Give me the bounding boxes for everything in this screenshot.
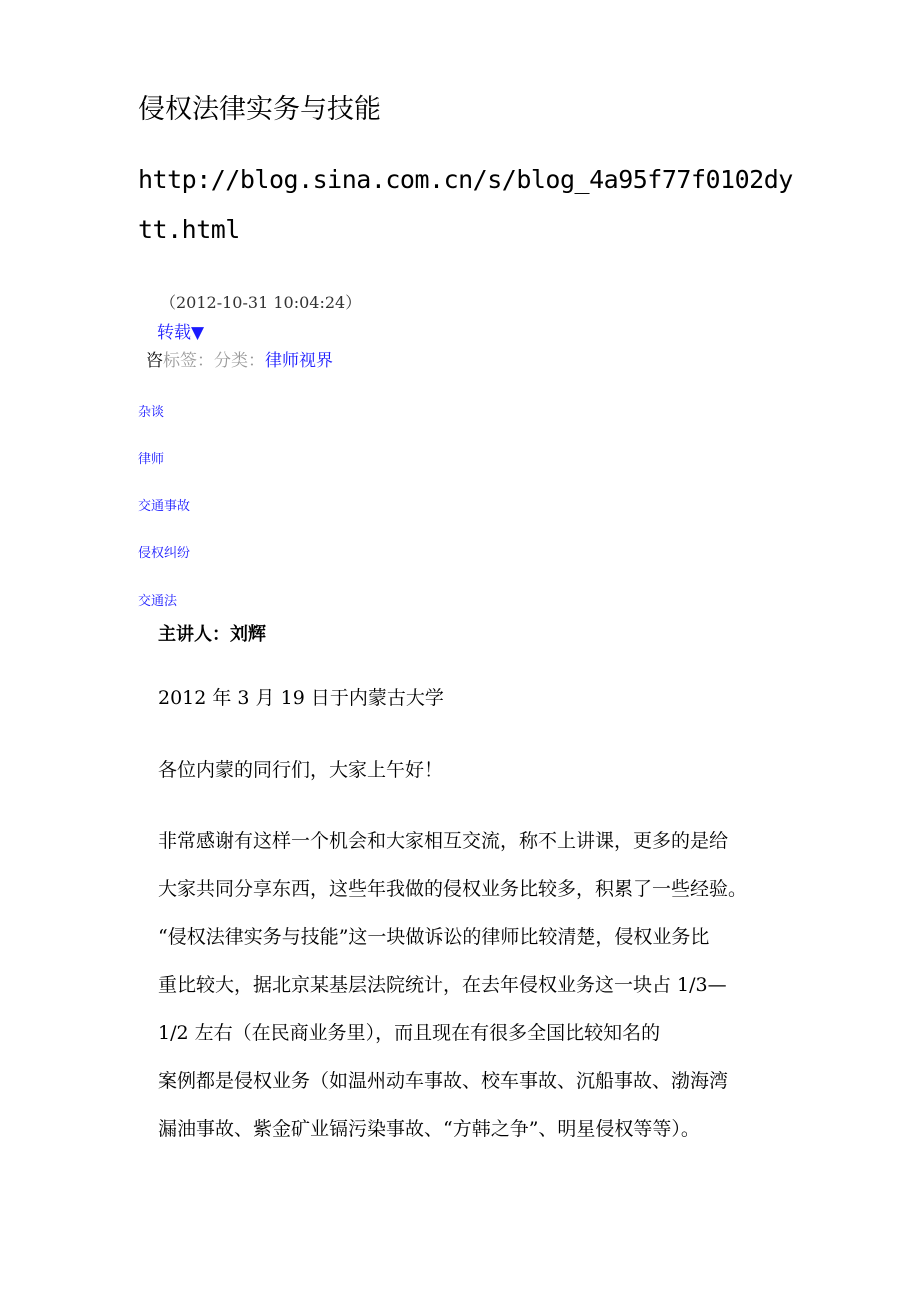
page-title: 侵权法律实务与技能 [138,94,381,125]
body-line: “侵权法律实务与技能”这一块做诉讼的律师比较清楚，侵权业务比 [158,926,710,948]
tag-link[interactable]: 侵权纠纷 [138,546,191,561]
body-line: 非常感谢有这样一个机会和大家相互交流，称不上讲课，更多的是给 [158,830,729,852]
speaker: 主讲人：刘辉 [158,624,266,645]
body-line: 重比较大，据北京某基层法院统计，在去年侵权业务这一块占 1/3— [158,974,727,996]
repost-button[interactable]: 转载▼ [157,323,205,343]
body-line: 大家共同分享东西，这些年我做的侵权业务比较多，积累了一些经验。 [158,878,748,900]
tag-link[interactable]: 律师 [138,452,165,467]
body-line: 1/2 左右（在民商业务里），而且现在有很多全国比较知名的 [158,1022,661,1044]
source-url-line-2[interactable]: tt.html [138,215,240,244]
body-line: 漏油事故、紫金矿业镉污染事故、“方韩之争”、明星侵权等等）。 [158,1118,700,1140]
body-line: 案例都是侵权业务（如温州动车事故、校车事故、沉船事故、渤海湾 [158,1070,729,1092]
tags-label: 标签： [163,351,214,371]
post-date: （2012-10-31 10:04:24） [160,293,362,312]
category-link[interactable]: 律师视界 [265,351,333,371]
tag-icon: 咨 [146,351,163,371]
date-place: 2012 年 3 月 19 日于内蒙古大学 [158,687,444,709]
source-url-line-1[interactable]: http://blog.sina.com.cn/s/blog_4a95f77f0102dy [138,165,793,194]
category-label: 分类： [214,351,265,371]
greeting: 各位内蒙的同行们，大家上午好！ [158,759,444,781]
tag-link[interactable]: 交通事故 [138,499,191,514]
tag-link[interactable]: 交通法 [138,594,178,609]
post-meta [146,346,333,371]
tag-link[interactable]: 杂谈 [138,405,165,420]
